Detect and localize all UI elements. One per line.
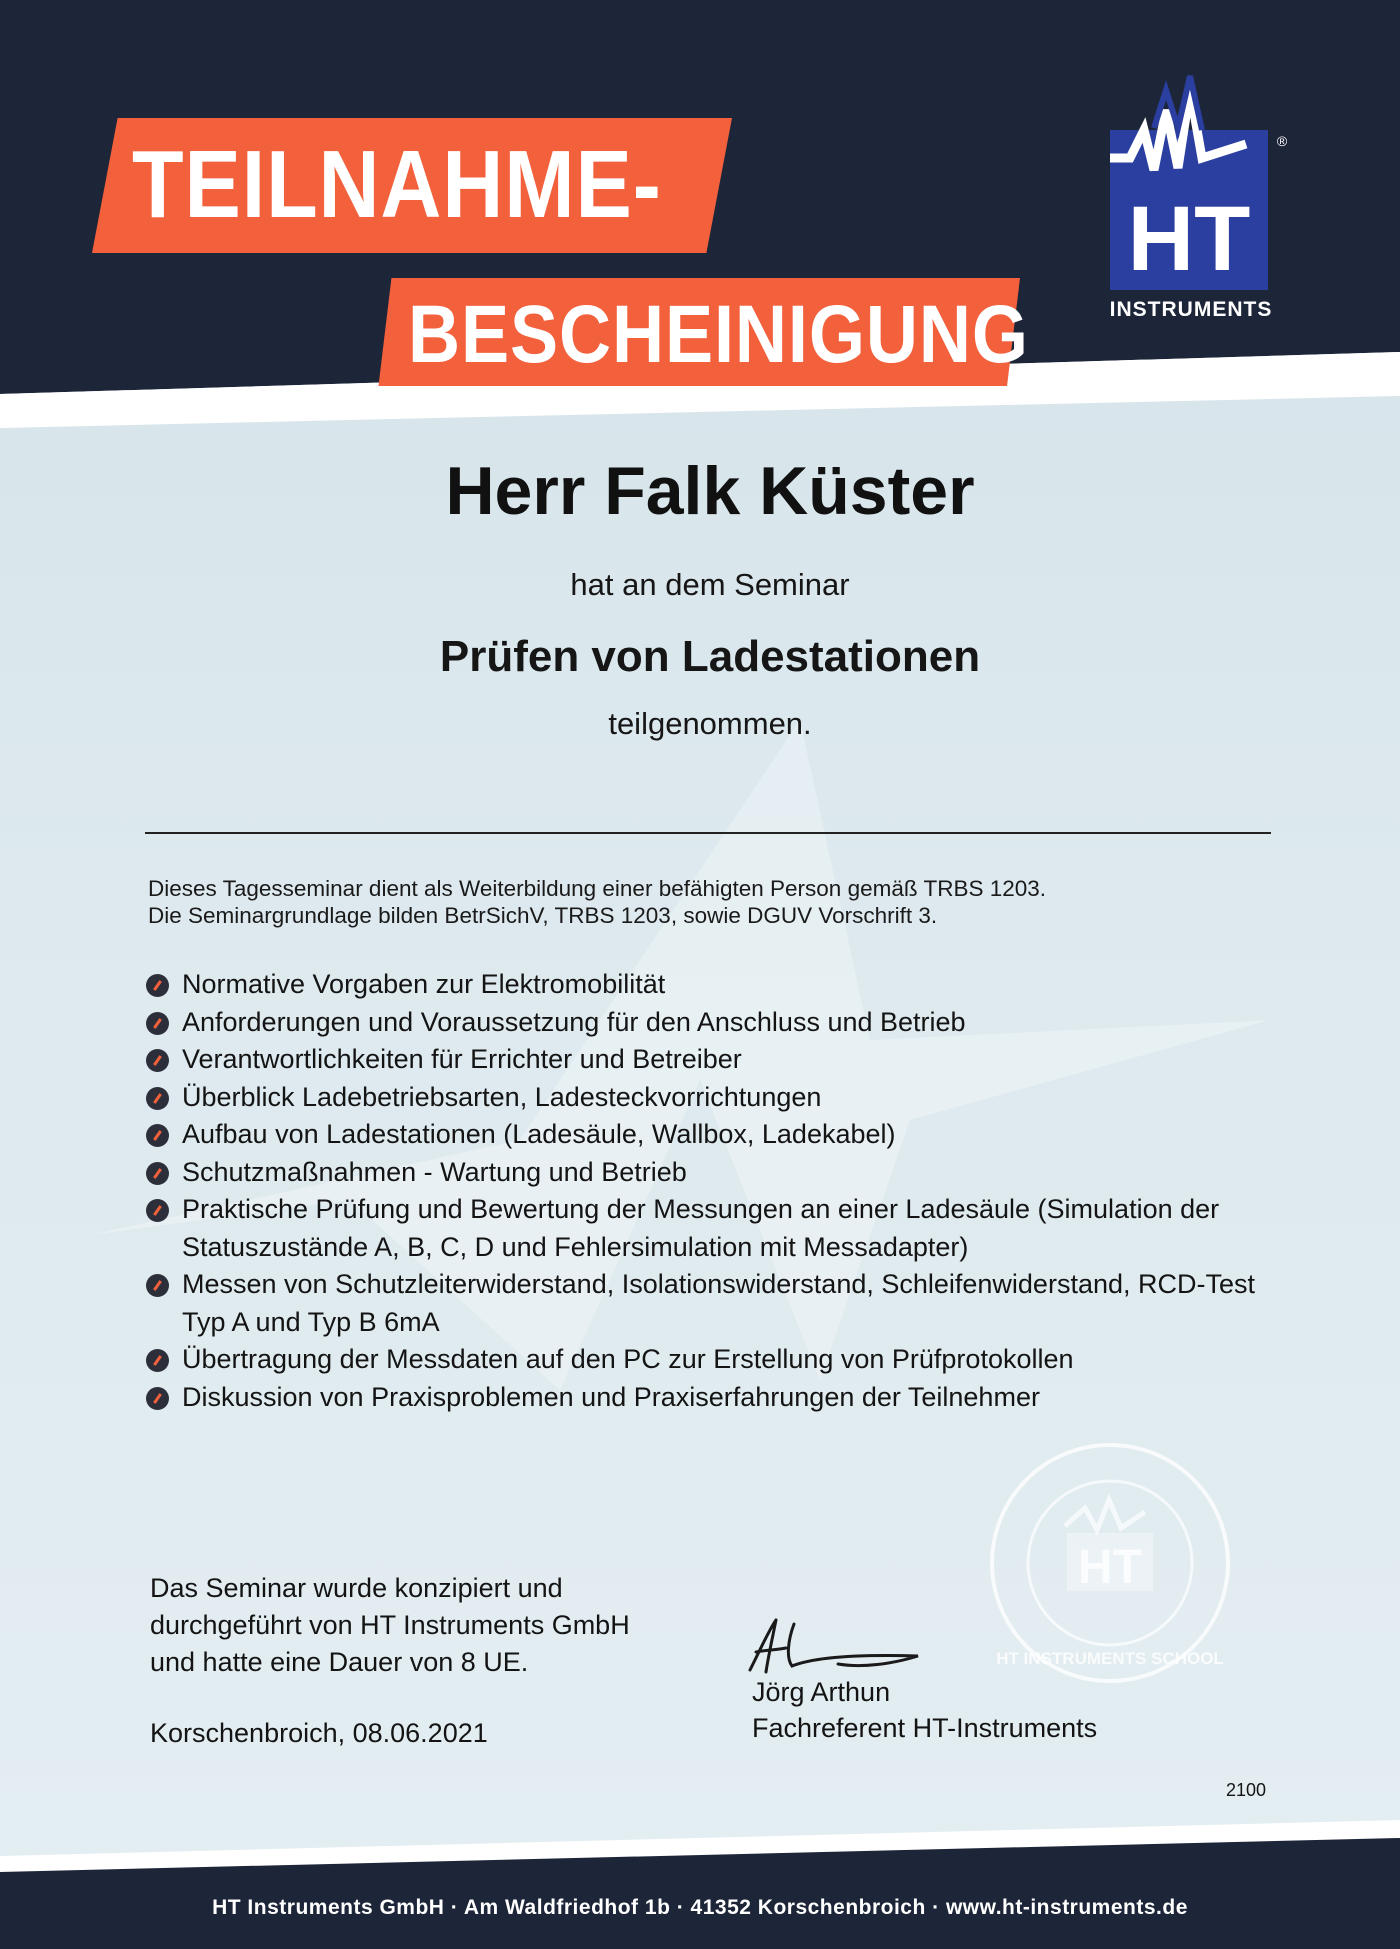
check-bullet-icon <box>146 1049 169 1072</box>
seal-text: HT INSTRUMENTS SCHOOL <box>996 1649 1224 1668</box>
check-bullet-icon <box>146 974 169 997</box>
statement-line-3: und hatte eine Dauer von 8 UE. <box>150 1647 529 1677</box>
topic-item: Übertragung der Messdaten auf den PC zur Erstellung von Prüfprotokollen <box>146 1341 1286 1379</box>
ht-instruments-logo <box>1108 70 1288 330</box>
title-line-1: TEILNAHME- <box>132 131 662 238</box>
signature-image <box>742 1610 932 1680</box>
embossed-seal <box>985 1438 1235 1688</box>
topic-item: Praktische Prüfung und Bewertung der Messungen an einer Ladesäule (Simulation der Statuszustände A, B, C, D und Fehlersimulation mit Messadapter) <box>146 1191 1286 1266</box>
footer-address: HT Instruments GmbH · Am Waldfriedhof 1b · 41352 Korschenbroich · www.ht-instruments.de <box>212 1896 1188 1919</box>
check-bullet-icon <box>146 1199 169 1222</box>
place-date: Korschenbroich, 08.06.2021 <box>150 1718 488 1748</box>
title-line-2: BESCHEINIGUNG <box>408 289 1029 380</box>
organizer-statement <box>150 1570 630 1681</box>
check-bullet-icon <box>146 1124 169 1147</box>
intro-text: hat an dem Seminar <box>570 567 850 602</box>
check-bullet-icon <box>146 1087 169 1110</box>
signer-name: Jörg Arthun <box>752 1677 891 1707</box>
footer-band <box>0 1820 1400 1949</box>
check-bullet-icon <box>146 1387 169 1410</box>
registered-mark: ® <box>1276 133 1288 149</box>
check-bullet-icon <box>146 1012 169 1035</box>
signer-role: Fachreferent HT-Instruments <box>752 1713 1098 1743</box>
participant-name: Herr Falk Küster <box>445 453 975 529</box>
document-code: 2100 <box>1226 1780 1267 1800</box>
divider-line <box>145 832 1271 834</box>
topic-item: Aufbau von Ladestationen (Ladesäule, Wallbox, Ladekabel) <box>146 1116 1286 1154</box>
statement-line-1: Das Seminar wurde konzipiert und <box>150 1573 563 1603</box>
check-bullet-icon <box>146 1274 169 1297</box>
seminar-title: Prüfen von Ladestationen <box>439 632 981 681</box>
description-line-2: Die Seminargrundlage bilden BetrSichV, TRBS 1203, sowie DGUV Vorschrift 3. <box>148 903 938 928</box>
check-bullet-icon <box>146 1349 169 1372</box>
topic-item: Anforderungen und Voraussetzung für den Anschluss und Betrieb <box>146 1004 1286 1042</box>
topic-item: Diskussion von Praxisproblemen und Praxiserfahrungen der Teilnehmer <box>146 1379 1286 1417</box>
logo-letters: HT <box>1127 188 1251 290</box>
topic-item: Messen von Schutzleiterwiderstand, Isolationswiderstand, Schleifenwiderstand, RCD-Test Typ A und Typ B 6mA <box>146 1266 1286 1341</box>
outro-text: teilgenommen. <box>608 706 812 741</box>
topic-list <box>146 966 1286 1416</box>
topic-item: Verantwortlichkeiten für Errichter und Betreiber <box>146 1041 1286 1079</box>
svg-text:HT: HT <box>1078 1541 1142 1594</box>
topic-item: Schutzmaßnahmen - Wartung und Betrieb <box>146 1154 1286 1192</box>
logo-text: INSTRUMENTS <box>1109 298 1273 321</box>
topic-item: Normative Vorgaben zur Elektromobilität <box>146 966 1286 1004</box>
description-line-1: Dieses Tagesseminar dient als Weiterbildung einer befähigten Person gemäß TRBS 1203. <box>148 876 1047 901</box>
statement-line-2: durchgeführt von HT Instruments GmbH <box>150 1610 630 1640</box>
topic-item: Überblick Ladebetriebsarten, Ladesteckvorrichtungen <box>146 1079 1286 1117</box>
check-bullet-icon <box>146 1162 169 1185</box>
